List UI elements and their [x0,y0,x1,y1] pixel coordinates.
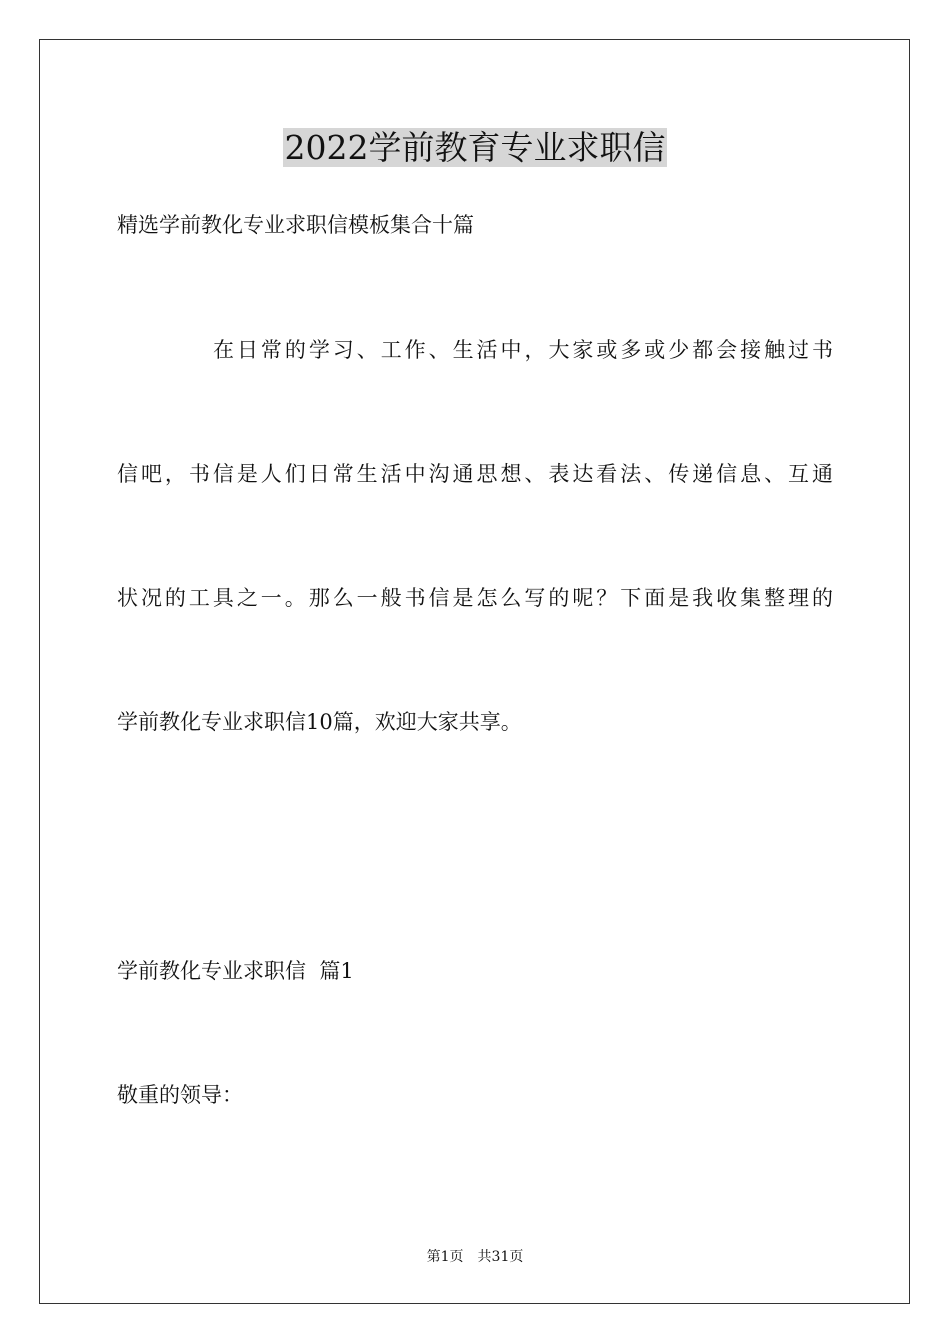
intro-line-3: 状况的工具之一。那么一般书信是怎么写的呢？下面是我收集整理的 [117,586,833,610]
document-title [0,124,950,172]
intro-line-4: 学前教化专业求职信10篇，欢迎大家共享。 [117,710,522,734]
document-subtitle: 精选学前教化专业求职信模板集合十篇 [117,213,474,237]
page-total: 共31页 [477,1249,524,1265]
page-footer [0,1247,950,1267]
salutation: 敬重的领导： [117,1083,243,1107]
intro-line-1: 在日常的学习、工作、生活中，大家或多或少都会接触过书 [213,338,833,362]
section-heading: 学前教化专业求职信 篇1 [117,959,354,983]
page-number: 第1页 [426,1249,464,1265]
intro-line-2: 信吧，书信是人们日常生活中沟通思想、表达看法、传递信息、互通 [117,462,833,486]
document-title-text: 2022学前教育专业求职信 [284,128,666,167]
